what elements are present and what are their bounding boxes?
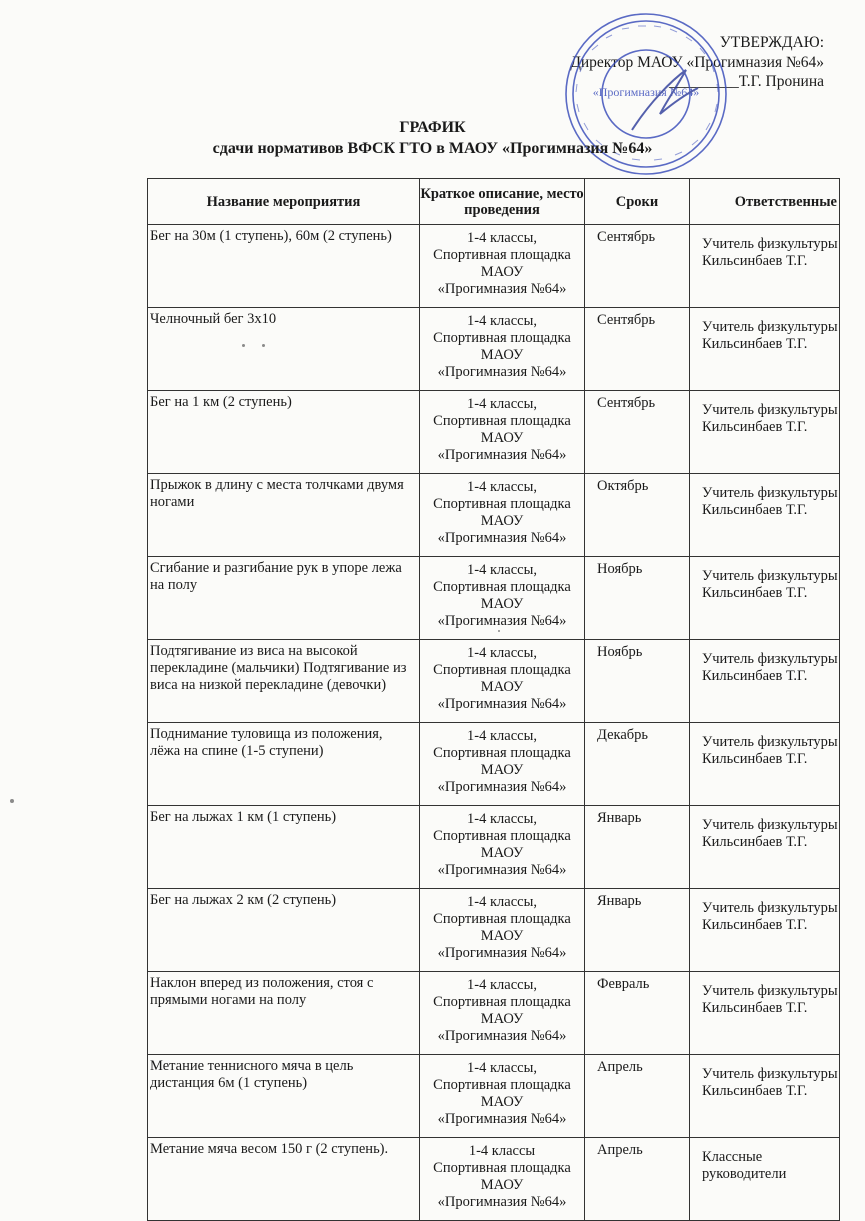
place-line: 1-4 классы, <box>467 562 537 578</box>
cell-term: Январь <box>585 889 690 972</box>
place-line: 1-4 классы, <box>467 230 537 246</box>
cell-event: Бег на 1 км (2 ступень) <box>148 391 420 474</box>
cell-event: Челночный бег 3х10 <box>148 308 420 391</box>
table-row <box>148 391 840 474</box>
table-row <box>148 474 840 557</box>
cell-term: Апрель <box>585 1138 690 1221</box>
place-line: Спортивная площадка <box>433 828 571 844</box>
scan-speck <box>498 630 500 632</box>
cell-responsible: Учитель физкультуры Кильсинбаев Т.Г. <box>690 640 840 723</box>
place-line: МАОУ <box>480 679 524 695</box>
place-line: Спортивная площадка <box>433 247 571 263</box>
cell-responsible: Учитель физкультуры Кильсинбаев Т.Г. <box>690 972 840 1055</box>
place-line: 1-4 классы <box>468 1143 536 1159</box>
place-line: «Прогимназия №64» <box>437 447 567 463</box>
cell-event: Прыжок в длину с места толчками двумя ногами <box>148 474 420 557</box>
scan-speck <box>262 344 265 347</box>
scan-speck <box>10 799 14 803</box>
cell-place <box>420 640 585 723</box>
place-line: МАОУ <box>480 513 524 529</box>
cell-responsible: Учитель физкультуры Кильсинбаев Т.Г. <box>690 391 840 474</box>
place-line: 1-4 классы, <box>467 396 537 412</box>
cell-responsible: Учитель физкультуры Кильсинбаев Т.Г. <box>690 308 840 391</box>
cell-place <box>420 806 585 889</box>
cell-place <box>420 972 585 1055</box>
place-line: «Прогимназия №64» <box>437 862 567 878</box>
cell-event: Бег на лыжах 2 км (2 ступень) <box>148 889 420 972</box>
cell-place <box>420 225 585 308</box>
header-place: Краткое описание, место проведения <box>420 179 585 225</box>
table-row <box>148 723 840 806</box>
table-row <box>148 557 840 640</box>
cell-responsible: Классные руководители <box>690 1138 840 1221</box>
place-line: «Прогимназия №64» <box>437 779 567 795</box>
cell-event: Бег на лыжах 1 км (1 ступень) <box>148 806 420 889</box>
place-line: МАОУ <box>480 596 524 612</box>
place-line: «Прогимназия №64» <box>437 530 567 546</box>
cell-term: Декабрь <box>585 723 690 806</box>
cell-responsible: Учитель физкультуры Кильсинбаев Т.Г. <box>690 474 840 557</box>
document-subtitle: сдачи нормативов ВФСК ГТО в МАОУ «Прогимназия №64» <box>212 140 653 157</box>
cell-place <box>420 474 585 557</box>
table-row <box>148 806 840 889</box>
place-line: 1-4 классы, <box>467 479 537 495</box>
scan-speck <box>242 344 245 347</box>
stamp-center-text: «Прогимназия №64» <box>592 85 700 99</box>
place-line: «Прогимназия №64» <box>437 1111 567 1127</box>
place-line: 1-4 классы, <box>467 645 537 661</box>
cell-term: Сентябрь <box>585 308 690 391</box>
place-line: МАОУ <box>480 347 524 363</box>
header-event: Название мероприятия <box>148 179 420 225</box>
approval-signatory-name: Т.Г. Пронина <box>738 73 824 90</box>
place-line: 1-4 классы, <box>467 1060 537 1076</box>
place-line: 1-4 классы, <box>467 811 537 827</box>
approval-title: УТВЕРЖДАЮ: <box>719 34 824 51</box>
cell-term: Февраль <box>585 972 690 1055</box>
place-line: Спортивная площадка <box>433 994 571 1010</box>
cell-responsible: Учитель физкультуры Кильсинбаев Т.Г. <box>690 1055 840 1138</box>
place-line: «Прогимназия №64» <box>437 1194 567 1210</box>
place-line: «Прогимназия №64» <box>437 1028 567 1044</box>
place-line: Спортивная площадка <box>433 579 571 595</box>
place-line: Спортивная площадка <box>433 911 571 927</box>
table-row <box>148 972 840 1055</box>
place-line: МАОУ <box>480 1094 524 1110</box>
place-line: Спортивная площадка <box>433 1077 571 1093</box>
cell-event: Метание теннисного мяча в цель дистанция 6м (1 ступень) <box>148 1055 420 1138</box>
cell-event: Подтягивание из виса на высокой перекладине (мальчики) Подтягивание из виса на низкой перекладине (девочки) <box>148 640 420 723</box>
place-line: МАОУ <box>480 762 524 778</box>
cell-responsible: Учитель физкультуры Кильсинбаев Т.Г. <box>690 806 840 889</box>
place-line: «Прогимназия №64» <box>437 364 567 380</box>
cell-place <box>420 723 585 806</box>
cell-place <box>420 889 585 972</box>
place-line: «Прогимназия №64» <box>437 613 567 629</box>
place-line: «Прогимназия №64» <box>437 945 567 961</box>
place-line: МАОУ <box>480 928 524 944</box>
document-title: ГРАФИК <box>399 119 466 136</box>
cell-responsible: Учитель физкультуры Кильсинбаев Т.Г. <box>690 225 840 308</box>
cell-term: Сентябрь <box>585 391 690 474</box>
place-line: МАОУ <box>480 264 524 280</box>
place-line: 1-4 классы, <box>467 977 537 993</box>
cell-place <box>420 1138 585 1221</box>
place-line: Спортивная площадка <box>433 1160 571 1176</box>
place-line: Спортивная площадка <box>433 662 571 678</box>
table-row <box>148 640 840 723</box>
place-line: Спортивная площадка <box>433 330 571 346</box>
cell-event: Бег на 30м (1 ступень), 60м (2 ступень) <box>148 225 420 308</box>
place-line: «Прогимназия №64» <box>437 696 567 712</box>
table-row <box>148 889 840 972</box>
place-line: Спортивная площадка <box>433 496 571 512</box>
schedule-table <box>147 178 840 1221</box>
cell-term: Октябрь <box>585 474 690 557</box>
cell-event: Поднимание туловища из положения, лёжа на спине (1-5 ступени) <box>148 723 420 806</box>
place-line: 1-4 классы, <box>467 728 537 744</box>
cell-event: Наклон вперед из положения, стоя с прямыми ногами на полу <box>148 972 420 1055</box>
place-line: Спортивная площадка <box>433 413 571 429</box>
place-line: «Прогимназия №64» <box>437 281 567 297</box>
cell-term: Январь <box>585 806 690 889</box>
table-row <box>148 308 840 391</box>
cell-responsible: Учитель физкультуры Кильсинбаев Т.Г. <box>690 557 840 640</box>
approval-position: Директор МАОУ «Прогимназия №64» <box>570 53 824 71</box>
table-row <box>148 1055 840 1138</box>
cell-event: Сгибание и разгибание рук в упоре лежа на полу <box>148 557 420 640</box>
cell-term: Апрель <box>585 1055 690 1138</box>
place-line: МАОУ <box>480 845 524 861</box>
cell-place <box>420 391 585 474</box>
approval-signatory: _________Т.Г. Пронина <box>669 73 824 90</box>
place-line: Спортивная площадка <box>433 745 571 761</box>
header-responsible: Ответственные <box>690 179 840 225</box>
place-line: 1-4 классы, <box>467 894 537 910</box>
table-header-row <box>148 179 840 225</box>
cell-term: Ноябрь <box>585 640 690 723</box>
place-line: МАОУ <box>480 1177 524 1193</box>
cell-event: Метание мяча весом 150 г (2 ступень). <box>148 1138 420 1221</box>
cell-place <box>420 308 585 391</box>
place-line: МАОУ <box>480 1011 524 1027</box>
cell-term: Сентябрь <box>585 225 690 308</box>
cell-responsible: Учитель физкультуры Кильсинбаев Т.Г. <box>690 889 840 972</box>
table-row <box>148 225 840 308</box>
table-row <box>148 1138 840 1221</box>
place-line: МАОУ <box>480 430 524 446</box>
cell-term: Ноябрь <box>585 557 690 640</box>
header-term: Сроки <box>585 179 690 225</box>
place-line: 1-4 классы, <box>467 313 537 329</box>
cell-responsible: Учитель физкультуры Кильсинбаев Т.Г. <box>690 723 840 806</box>
cell-place <box>420 557 585 640</box>
cell-place <box>420 1055 585 1138</box>
